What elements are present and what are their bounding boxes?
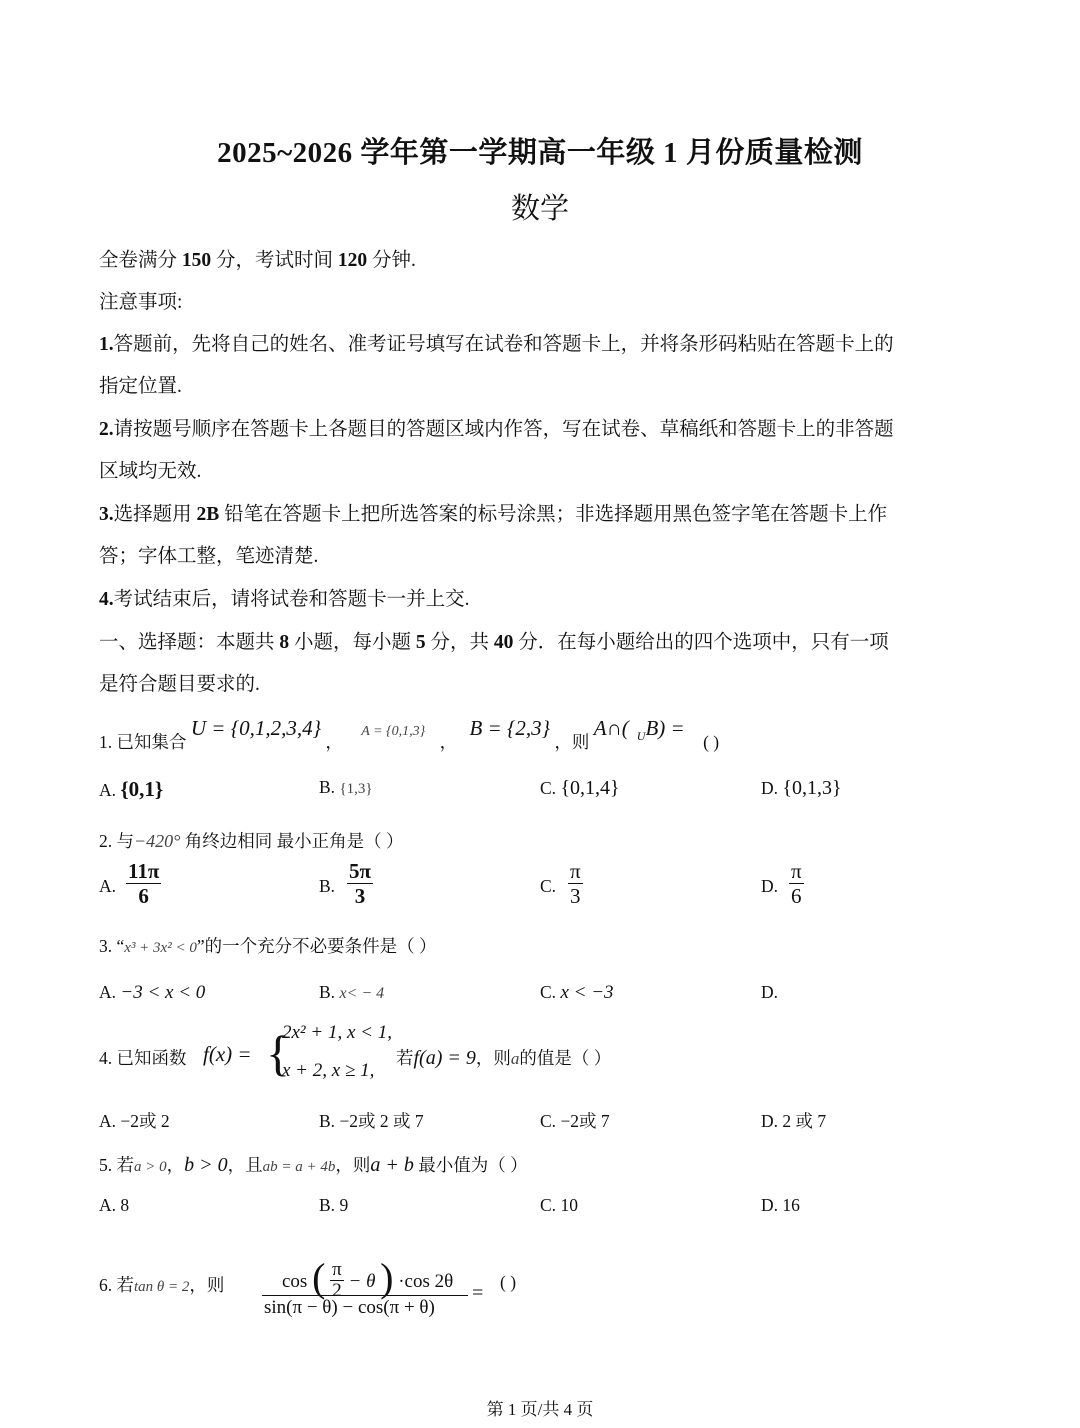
note-1-cont: 指定位置. — [99, 376, 182, 397]
section-text: 分，共 — [425, 632, 494, 653]
score-line — [99, 244, 989, 272]
q3-option-a — [99, 982, 205, 1004]
option-value: 2 或 7 — [782, 1111, 827, 1131]
note-number: 1. — [99, 334, 114, 355]
section-heading — [99, 626, 989, 654]
option-value: 9 — [339, 1195, 349, 1215]
question-text: ，且 — [227, 1155, 263, 1175]
section-text: 分．在每小题给出的四个选项中，只有一项 — [513, 632, 889, 653]
option-label: C. — [540, 1111, 557, 1131]
num-cos: cos — [282, 1271, 308, 1292]
q6-denominator: sin(π − θ) − cos(π + θ) — [264, 1297, 435, 1318]
q6-numerator: cos ( $\frac{\pi}{2}$ − θ ) ·cos 2θ — [282, 1255, 454, 1302]
exam-minutes: 120 — [337, 250, 368, 271]
answer-blank: ( ) — [703, 732, 720, 752]
option-label: A. — [99, 1111, 117, 1131]
subject-title: 数学 — [510, 193, 569, 225]
option-value: {0,1,3} — [782, 777, 842, 799]
score-text: 全卷满分 — [99, 250, 182, 271]
frac-numerator: 5π — [349, 859, 372, 883]
set-b: B = {2,3} — [469, 716, 551, 740]
piece-2: x + 2, x ≥ 1, — [282, 1060, 375, 1081]
notes-title: 注意事项: — [99, 292, 183, 313]
option-label: C. — [540, 1195, 557, 1215]
question-text: ，则 — [189, 1275, 225, 1295]
function-condition: f(a) = 9 — [413, 1047, 476, 1069]
question-text: 3. “ — [99, 936, 125, 956]
option-value: 16 — [782, 1195, 800, 1215]
section-heading-cont: 是符合题目要求的. — [99, 674, 260, 695]
question-2-stem — [99, 828, 403, 853]
option-value: {0,1,4} — [560, 777, 620, 799]
score-text: 分钟. — [367, 250, 416, 271]
option-label: D. — [761, 1111, 779, 1131]
inequality-expr: x³ + 3x² < 0 — [124, 940, 197, 956]
option-value: −2或 2 — [120, 1111, 170, 1131]
set-a: A = {0,1,3} — [361, 724, 426, 739]
section-text: 一、选择题：本题共 — [99, 632, 280, 653]
note-3 — [99, 498, 989, 526]
total-score: 150 — [181, 250, 212, 271]
note-text: 铅笔在答题卡上把所选答案的标号涂黑；非选择题用黑色签字笔在答题卡上作 — [219, 504, 888, 525]
question-6-stem — [99, 1272, 224, 1297]
q2-option-b-frac — [347, 860, 373, 908]
option-label: B. — [319, 1111, 336, 1131]
num-cos2: ·cos 2θ — [398, 1271, 454, 1292]
note-number: 3. — [99, 504, 114, 525]
section-text: 小题，每小题 — [289, 632, 416, 653]
option-label: D. — [761, 778, 779, 798]
complement-expr: A∩( — [593, 716, 629, 740]
q6-fraction-bar — [262, 1295, 468, 1296]
piecewise-brace: { — [266, 1025, 290, 1081]
option-label: C. — [540, 982, 557, 1002]
q5-option-a — [99, 1195, 129, 1216]
note-1 — [99, 328, 989, 356]
option-label: D. — [761, 982, 779, 1002]
q5-option-b — [319, 1195, 348, 1216]
note-3-cont: 答；字体工整，笔迹清楚. — [99, 546, 319, 567]
q1-option-b — [319, 777, 373, 798]
frac-denominator: 3 — [354, 884, 366, 908]
exam-title: 2025~2026 学年第一学期高一年级 1 月份质量检测 — [217, 137, 863, 169]
option-value: −3 < x < 0 — [120, 982, 206, 1003]
pencil-type: 2B — [196, 504, 220, 525]
page-footer: 第 1 页/共 4 页 — [486, 1400, 594, 1419]
question-3-stem — [99, 933, 437, 958]
num-theta: − θ — [348, 1271, 376, 1292]
question-4-prefix: 4. 已知函数 — [99, 1048, 187, 1068]
q2-option-c-label: C. — [540, 876, 557, 896]
question-5-stem — [99, 1152, 528, 1177]
question-text: 最小值为（ ） — [413, 1155, 528, 1175]
note-text: 考试结束后，请将试卷和答题卡一并上交. — [113, 589, 470, 610]
complement-expr-end: B) = — [645, 716, 685, 740]
num-pi: π — [332, 1259, 342, 1281]
q1-option-a — [99, 777, 163, 802]
frac-numerator: π — [791, 859, 802, 883]
points-total: 40 — [493, 632, 514, 653]
q1-option-d — [761, 777, 842, 800]
frac-numerator: 11π — [128, 859, 160, 883]
frac-denominator: 6 — [138, 884, 149, 908]
note-number: 2. — [99, 419, 114, 440]
question-text: 1. 已知集合 — [99, 732, 187, 752]
q2-option-b-label: B. — [319, 876, 336, 896]
q4-option-c — [540, 1108, 610, 1133]
frac-numerator: π — [570, 859, 581, 883]
points-each: 5 — [415, 632, 426, 653]
num-two: 2 — [332, 1280, 342, 1302]
q3-option-b — [319, 982, 384, 1003]
option-label: A. — [99, 780, 117, 800]
question-text: 的值是（ ） — [519, 1048, 612, 1068]
q2-option-d-frac — [789, 860, 804, 908]
set-u: U = {0,1,2,3,4} — [190, 716, 322, 740]
tan-condition: tan θ = 2 — [134, 1279, 190, 1295]
condition-ab: ab = a + 4b — [262, 1159, 336, 1175]
function-name: f(x) = — [203, 1042, 252, 1066]
q5-option-c — [540, 1195, 578, 1216]
complement-sub: U — [636, 729, 646, 744]
option-value: −2或 2 或 7 — [339, 1111, 424, 1131]
question-text: 2. 与 — [99, 831, 134, 851]
q6-answer-blank: ( ) — [500, 1272, 517, 1292]
angle-value: −420° — [134, 831, 181, 851]
q2-option-c-frac — [568, 860, 583, 908]
condition-a: a > 0 — [134, 1159, 167, 1175]
q4-option-a — [99, 1108, 170, 1133]
option-value: 10 — [560, 1195, 578, 1215]
q2-option-a-frac — [126, 860, 161, 908]
target-expr: a + b — [370, 1154, 414, 1176]
variable-a: a — [510, 1049, 520, 1068]
option-value: {1,3} — [339, 781, 373, 797]
option-label: B. — [319, 1195, 336, 1215]
option-label: B. — [319, 982, 336, 1002]
question-text: 若 — [396, 1048, 414, 1068]
note-number: 4. — [99, 589, 114, 610]
q3-option-c — [540, 982, 614, 1004]
question-text: ，则 — [475, 1048, 511, 1068]
question-text: ”的一个充分不必要条件是（ ） — [196, 936, 437, 956]
frac-denominator: 6 — [791, 884, 802, 908]
option-label: B. — [319, 777, 336, 797]
option-value: x< − 4 — [339, 985, 385, 1002]
piece-1: 2x² + 1, x < 1, — [282, 1022, 392, 1043]
question-text: 角终边相同 最小正角是（ ） — [180, 831, 404, 851]
score-text: 分，考试时间 — [211, 250, 338, 271]
question-text: ， — [166, 1155, 185, 1175]
option-label: C. — [540, 778, 557, 798]
q2-option-d-label: D. — [761, 876, 779, 896]
question-text: ，则 — [335, 1155, 371, 1175]
note-2-cont: 区域均无效. — [99, 461, 202, 482]
q4-option-b — [319, 1108, 424, 1133]
option-label: D. — [761, 1195, 779, 1215]
q3-option-d — [761, 982, 778, 1003]
q1-option-c — [540, 777, 620, 800]
condition-b: b > 0 — [184, 1154, 228, 1176]
note-text: 答题前，先将自己的姓名、准考证号填写在试卷和答题卡上，并将条形码粘贴在答题卡上的 — [113, 334, 894, 355]
question-text: 6. 若 — [99, 1275, 134, 1295]
option-value: −2或 7 — [560, 1111, 610, 1131]
note-text: 请按题号顺序在答题卡上各题目的答题区域内作答，写在试卷、草稿纸和答题卡上的非答题 — [113, 419, 894, 440]
note-text: 选择题用 — [113, 504, 197, 525]
frac-denominator: 3 — [570, 884, 581, 908]
question-count: 8 — [279, 632, 290, 653]
option-label: A. — [99, 982, 117, 1002]
question-4-condition — [396, 1045, 611, 1070]
question-text: 5. 若 — [99, 1155, 134, 1175]
question-text: ，则 — [554, 732, 590, 752]
option-value: {0,1} — [120, 777, 164, 801]
question-1-stem: 1. 已知集合 U = {0,1,2,3,4} ， $^{A = \{0,1,3\}}$ ， B = {2,3} ，则 A∩( $_U$B) = ( ) — [99, 716, 720, 752]
q2-option-a-label: A. — [99, 876, 117, 896]
option-label: A. — [99, 1195, 117, 1215]
note-2 — [99, 413, 989, 441]
q4-option-d — [761, 1108, 826, 1133]
option-value: 8 — [120, 1195, 130, 1215]
option-value: x < −3 — [560, 982, 614, 1003]
q6-equals: = — [472, 1282, 484, 1304]
note-4 — [99, 583, 989, 611]
q5-option-d — [761, 1195, 800, 1216]
